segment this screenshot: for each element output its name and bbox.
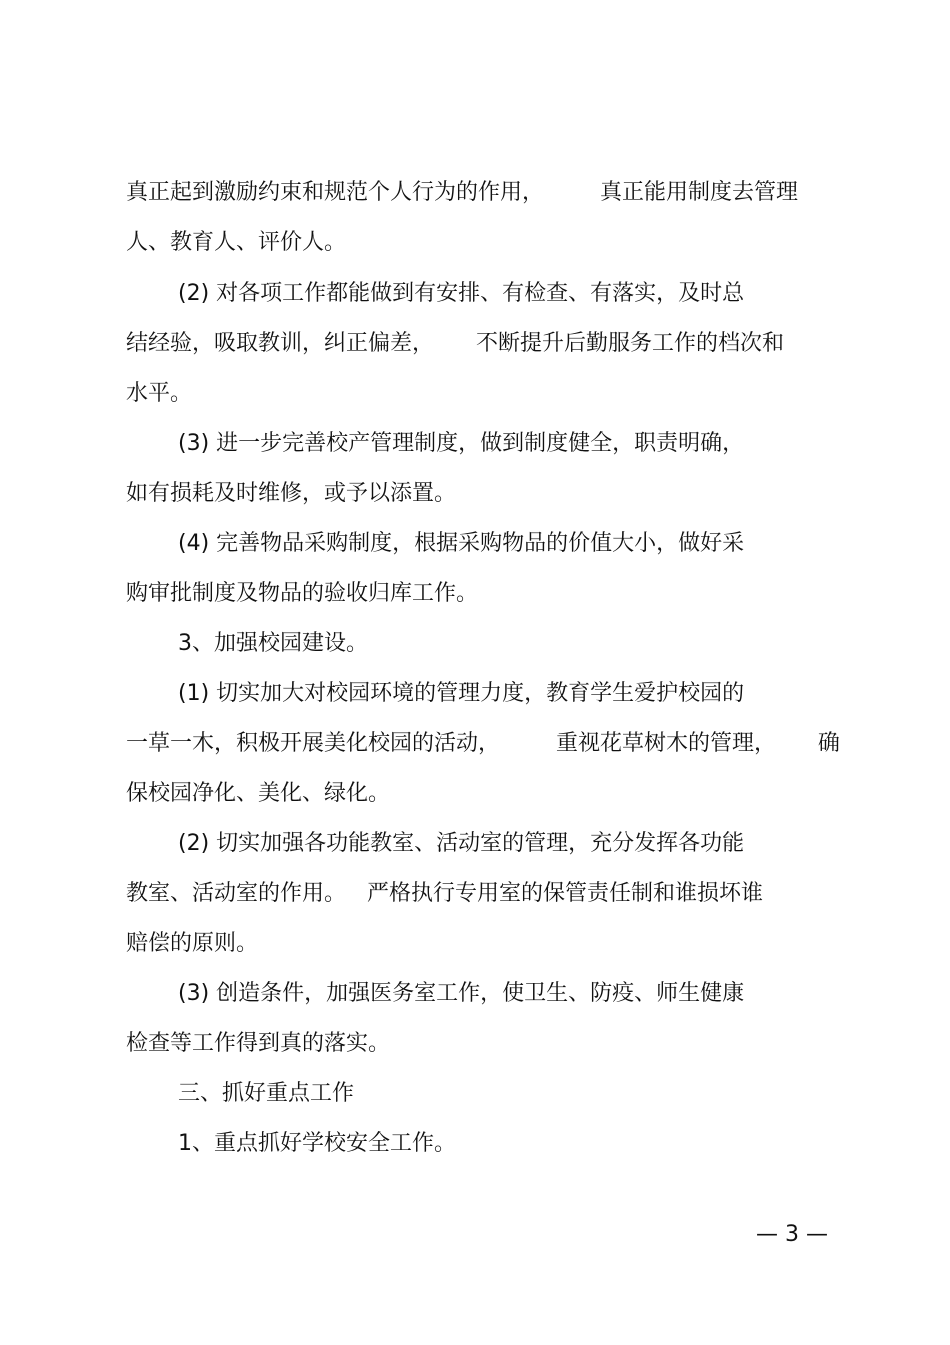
text-line: 人、教育人、评价人。 bbox=[126, 230, 347, 255]
text-line: (4) 完善物品采购制度，根据采购物品的价值大小，做好采 bbox=[178, 531, 745, 556]
text-line: 3、加强校园建设。 bbox=[178, 631, 368, 656]
text-line: 结经验，吸取教训，纠正偏差， 不断提升后勤服务工作的档次和 bbox=[126, 331, 784, 356]
text-line: (3) 创造条件，加强医务室工作，使卫生、防疫、师生健康 bbox=[178, 981, 745, 1006]
text-line: 教室、活动室的作用。 严格执行专用室的保管责任制和谁损坏谁 bbox=[126, 881, 763, 906]
text-line: 水平。 bbox=[126, 381, 193, 406]
page-number: — 3 — bbox=[756, 1222, 828, 1247]
text-line: 一草一木，积极开展美化校园的活动， 重视花草树木的管理， 确 bbox=[126, 731, 840, 756]
text-line: 购审批制度及物品的验收归库工作。 bbox=[126, 581, 479, 606]
text-line: (1) 切实加大对校园环境的管理力度，教育学生爱护校园的 bbox=[178, 681, 745, 706]
text-line: 1、重点抓好学校安全工作。 bbox=[178, 1131, 456, 1156]
text-line: 真正起到激励约束和规范个人行为的作用， 真正能用制度去管理 bbox=[126, 180, 798, 205]
text-line: (2) 切实加强各功能教室、活动室的管理，充分发挥各功能 bbox=[178, 831, 745, 856]
text-line: 如有损耗及时维修，或予以添置。 bbox=[126, 481, 457, 506]
text-line: 赔偿的原则。 bbox=[126, 931, 259, 956]
text-line: (3) 进一步完善校产管理制度，做到制度健全，职责明确， bbox=[178, 431, 745, 456]
text-line: 保校园净化、美化、绿化。 bbox=[126, 781, 391, 806]
text-line: (2) 对各项工作都能做到有安排、有检查、有落实，及时总 bbox=[178, 281, 745, 306]
text-line: 三、抓好重点工作 bbox=[178, 1081, 355, 1106]
text-line: 检查等工作得到真的落实。 bbox=[126, 1031, 391, 1056]
